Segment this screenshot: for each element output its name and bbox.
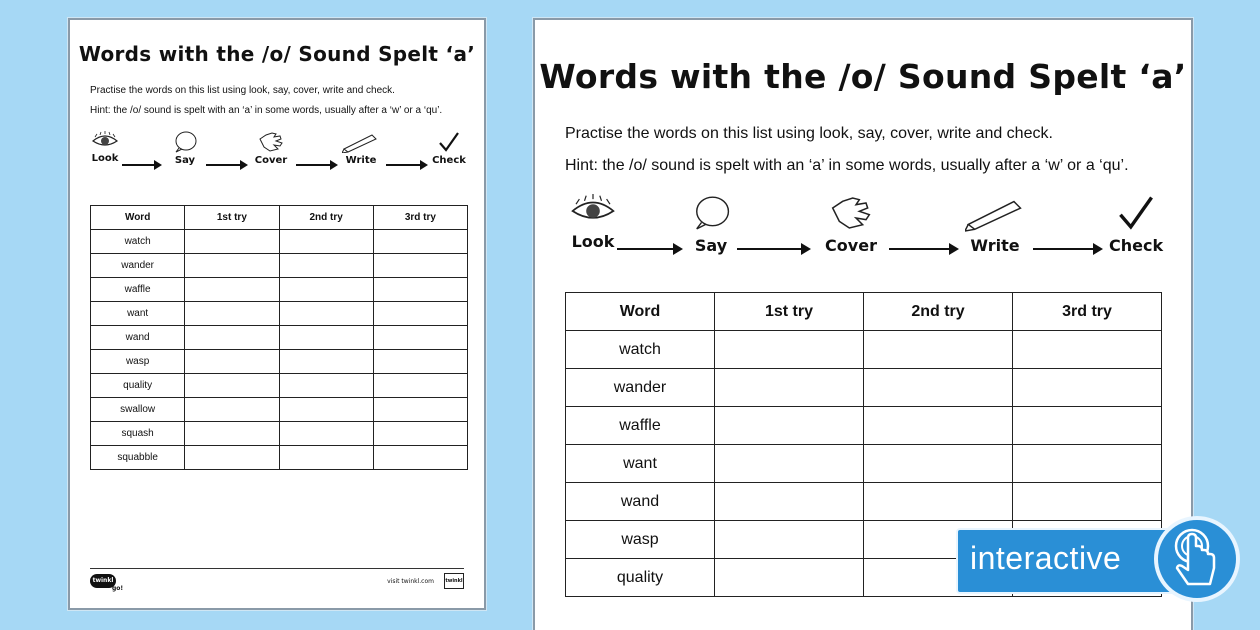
try-cell[interactable]	[715, 331, 864, 369]
try-cell[interactable]	[715, 483, 864, 521]
step-look	[565, 194, 621, 251]
try-cell[interactable]	[185, 326, 279, 350]
header-2nd-try: 2nd try	[864, 293, 1013, 331]
try-cell[interactable]	[279, 254, 373, 278]
word-cell: wand	[91, 326, 185, 350]
header-1st-try: 1st try	[715, 293, 864, 331]
try-cell[interactable]	[279, 422, 373, 446]
touch-hand-icon	[1158, 520, 1236, 598]
step-write	[340, 131, 382, 166]
word-cell: want	[566, 445, 715, 483]
table-row	[566, 369, 1162, 407]
step-label-say: Say	[694, 236, 728, 255]
interactive-label: interactive	[970, 540, 1122, 576]
speech-bubble-icon	[173, 131, 197, 153]
try-cell[interactable]	[373, 398, 467, 422]
interactive-banner[interactable]	[956, 528, 1186, 594]
speech-bubble-icon	[692, 194, 730, 232]
try-cell[interactable]	[279, 446, 373, 470]
worksheet-title: Words with the /o/ Sound Spelt ‘a’	[78, 42, 476, 66]
hand-icon	[256, 131, 286, 153]
hint-text: Hint: the /o/ sound is spelt with an ‘a’ in some words, usually after a ‘w’ or a ‘qu’.	[90, 105, 443, 116]
try-cell[interactable]	[1013, 369, 1162, 407]
arrow-icon	[386, 164, 426, 166]
step-look	[90, 131, 120, 164]
try-cell[interactable]	[185, 350, 279, 374]
arrow-icon	[1033, 248, 1101, 250]
try-cell[interactable]	[373, 230, 467, 254]
try-cell[interactable]	[1013, 407, 1162, 445]
checkmark-icon	[1117, 194, 1155, 232]
try-cell[interactable]	[373, 302, 467, 326]
step-label-check: Check	[1109, 236, 1164, 255]
try-cell[interactable]	[864, 331, 1013, 369]
step-say	[168, 131, 202, 166]
header-3rd-try: 3rd try	[1013, 293, 1162, 331]
try-cell[interactable]	[185, 254, 279, 278]
arrow-icon	[737, 248, 809, 250]
word-cell: quality	[566, 559, 715, 597]
step-label-check: Check	[432, 155, 466, 166]
try-cell[interactable]	[185, 230, 279, 254]
spelling-table	[90, 205, 468, 470]
try-cell[interactable]	[1013, 483, 1162, 521]
header-word: Word	[566, 293, 715, 331]
hand-icon	[826, 194, 876, 232]
try-cell[interactable]	[864, 369, 1013, 407]
worksheet-title-large: Words with the /o/ Sound Spelt ‘a’	[539, 57, 1187, 96]
instruction-text: Practise the words on this list using look, say, cover, write and check.	[90, 85, 395, 96]
try-cell[interactable]	[373, 374, 467, 398]
step-label-write: Write	[345, 155, 377, 166]
look-say-cover-steps-large	[565, 194, 1164, 274]
word-cell: waffle	[566, 407, 715, 445]
twinkl-seal: twinkl	[444, 573, 464, 589]
try-cell[interactable]	[715, 369, 864, 407]
instruction-text-large: Practise the words on this list using look, say, cover, write and check.	[565, 125, 1053, 142]
try-cell[interactable]	[864, 407, 1013, 445]
try-cell[interactable]	[715, 445, 864, 483]
try-cell[interactable]	[279, 326, 373, 350]
step-write	[965, 194, 1025, 255]
table-header-row	[566, 293, 1162, 331]
step-label-cover: Cover	[254, 155, 288, 166]
try-cell[interactable]	[715, 521, 864, 559]
word-cell: wasp	[91, 350, 185, 374]
arrow-icon	[889, 248, 957, 250]
header-2nd-try: 2nd try	[279, 206, 373, 230]
arrow-icon	[617, 248, 681, 250]
table-row	[566, 331, 1162, 369]
try-cell[interactable]	[1013, 445, 1162, 483]
try-cell[interactable]	[373, 422, 467, 446]
table-header-row	[91, 206, 468, 230]
try-cell[interactable]	[185, 278, 279, 302]
try-cell[interactable]	[864, 445, 1013, 483]
header-1st-try: 1st try	[185, 206, 279, 230]
try-cell[interactable]	[373, 254, 467, 278]
eye-icon	[91, 131, 119, 151]
table-row	[91, 230, 468, 254]
try-cell[interactable]	[373, 350, 467, 374]
try-cell[interactable]	[185, 302, 279, 326]
step-label-look: Look	[91, 153, 119, 164]
table-row	[566, 483, 1162, 521]
table-row	[91, 398, 468, 422]
step-label-say: Say	[174, 155, 196, 166]
checkmark-icon	[438, 131, 460, 153]
pencil-icon	[965, 194, 1027, 232]
try-cell[interactable]	[373, 446, 467, 470]
try-cell[interactable]	[279, 398, 373, 422]
word-cell: watch	[566, 331, 715, 369]
step-cover	[250, 131, 292, 166]
arrow-icon	[296, 164, 336, 166]
try-cell[interactable]	[715, 407, 864, 445]
table-row	[91, 302, 468, 326]
arrow-icon	[206, 164, 246, 166]
try-cell[interactable]	[185, 398, 279, 422]
table-row	[91, 446, 468, 470]
try-cell[interactable]	[715, 559, 864, 597]
table-row	[91, 254, 468, 278]
word-cell: wand	[566, 483, 715, 521]
try-cell[interactable]	[279, 278, 373, 302]
twinkl-go-label: go!	[112, 585, 124, 592]
word-cell: swallow	[91, 398, 185, 422]
try-cell[interactable]	[864, 483, 1013, 521]
try-cell[interactable]	[279, 350, 373, 374]
step-say	[691, 194, 731, 255]
try-cell[interactable]	[185, 446, 279, 470]
header-word: Word	[91, 206, 185, 230]
word-cell: wasp	[566, 521, 715, 559]
step-cover	[821, 194, 881, 255]
try-cell[interactable]	[373, 278, 467, 302]
table-row	[91, 374, 468, 398]
word-cell: waffle	[91, 278, 185, 302]
word-cell: watch	[91, 230, 185, 254]
table-row	[566, 445, 1162, 483]
word-cell: quality	[91, 374, 185, 398]
try-cell[interactable]	[279, 230, 373, 254]
table-row	[91, 350, 468, 374]
table-row	[91, 326, 468, 350]
worksheet-footer	[90, 568, 464, 590]
step-label-write: Write	[970, 236, 1020, 255]
header-3rd-try: 3rd try	[373, 206, 467, 230]
try-cell[interactable]	[279, 374, 373, 398]
look-say-cover-steps	[90, 131, 464, 191]
word-cell: want	[91, 302, 185, 326]
word-cell: wander	[566, 369, 715, 407]
arrow-icon	[122, 164, 160, 166]
try-cell[interactable]	[185, 374, 279, 398]
word-cell: squash	[91, 422, 185, 446]
try-cell[interactable]	[373, 326, 467, 350]
twinkl-logo: twinkl	[90, 574, 116, 588]
eye-icon	[566, 194, 620, 228]
word-cell: squabble	[91, 446, 185, 470]
word-cell: wander	[91, 254, 185, 278]
table-row	[91, 278, 468, 302]
worksheet-preview-small	[68, 18, 486, 610]
step-label-look: Look	[571, 232, 615, 251]
pencil-icon	[342, 131, 380, 153]
hint-text-large: Hint: the /o/ sound is spelt with an ‘a’ in some words, usually after a ‘w’ or a ‘qu’.	[565, 157, 1129, 174]
step-label-cover: Cover	[825, 236, 877, 255]
table-row	[566, 407, 1162, 445]
touch-hand-button[interactable]	[1154, 516, 1240, 602]
table-row	[91, 422, 468, 446]
footer-link[interactable]: visit twinkl.com	[387, 578, 434, 585]
step-check	[1109, 194, 1163, 255]
step-check	[430, 131, 468, 166]
try-cell[interactable]	[1013, 331, 1162, 369]
try-cell[interactable]	[185, 422, 279, 446]
try-cell[interactable]	[279, 302, 373, 326]
